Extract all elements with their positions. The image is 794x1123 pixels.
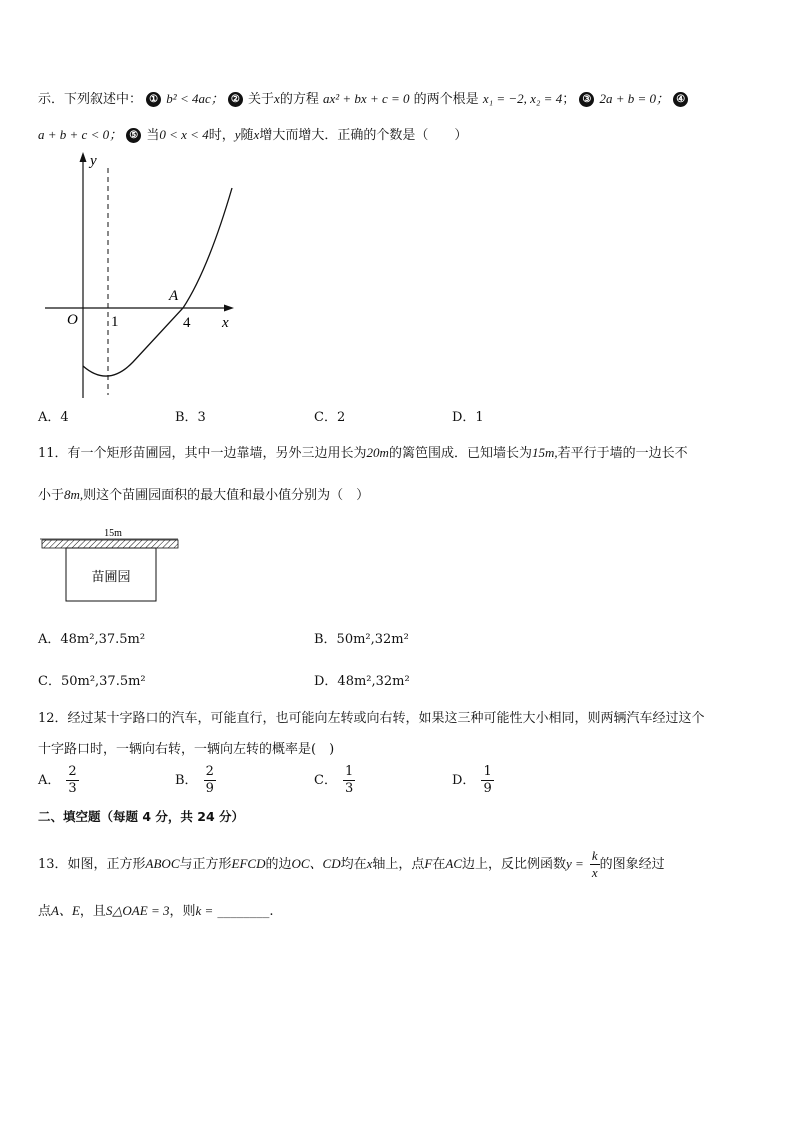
statement-1-marker: ①: [146, 92, 161, 107]
wall-length-label: 15m: [104, 528, 122, 539]
q13-line-2: [38, 900, 274, 919]
tick-label-1: 1: [111, 314, 119, 330]
statement-5-range: 0 < x < 4: [159, 127, 209, 142]
q12-option-a[interactable]: [38, 764, 79, 797]
statement-5-var-x: x: [253, 127, 260, 142]
q10-option-a[interactable]: A．4: [38, 410, 69, 425]
x-axis-label: x: [222, 315, 229, 331]
garden-figure: [38, 525, 188, 605]
q10-intro: 示．下列叙述中：: [38, 92, 143, 107]
garden-label: 苗圃园: [91, 570, 131, 585]
q13-func-y: y =: [566, 856, 584, 871]
fraction-numerator: 1: [483, 764, 492, 779]
statement-2-marker: ②: [228, 92, 243, 107]
q12-option-c-label: C．: [314, 773, 337, 788]
parabola-graph: [40, 150, 250, 405]
q13-text-a: 13．如图，正方形: [38, 857, 146, 872]
q12-option-b-fraction: [204, 764, 216, 797]
statement-5-text-a: 当: [146, 128, 160, 143]
q13-text-g: 边上，反比例函数: [462, 857, 567, 872]
q12-line-1: 12．经过某十字路口的汽车，可能直行，也可能向左转或向右转，如果这三种可能性大小相同，则两辆汽车经过这个: [38, 711, 705, 726]
q13-text-i: 点: [38, 904, 52, 919]
q10-option-c[interactable]: C．2: [314, 410, 346, 425]
q11-text-d: 小于: [38, 488, 65, 503]
point-a-label: A: [169, 288, 179, 304]
q11-option-d[interactable]: D．48m²,32m²: [314, 674, 410, 689]
q12-option-c[interactable]: [314, 764, 355, 797]
q11-line-2: [38, 484, 369, 503]
q13-k: k =: [195, 903, 214, 918]
q13-text-b: 与正方形: [179, 857, 232, 872]
q13-text-c: 的边: [265, 857, 292, 872]
statement-3-marker: ③: [579, 92, 594, 107]
y-axis-arrow-icon: [80, 152, 87, 162]
q13-text-j: ，且: [79, 904, 106, 919]
q11-option-a[interactable]: A．48m²,37.5m²: [38, 632, 146, 647]
x-axis-arrow-icon: [224, 305, 234, 312]
statement-5-var-y: y: [234, 127, 241, 142]
fraction-denominator: 9: [205, 781, 214, 796]
q11-text-b: 的篱笆围成．已知墙长为: [388, 446, 532, 461]
q11-text-e: 则这个苗圃园面积的最大值和最小值分别为（ ）: [83, 488, 370, 503]
q12-option-c-fraction: [343, 764, 355, 797]
statement-2-text-b: 的方程: [279, 92, 319, 107]
fraction-denominator: 3: [68, 781, 77, 796]
q13-text-h: 的图象经过: [599, 857, 665, 872]
statement-5-text-b: 时，: [208, 128, 235, 143]
statement-2-text-a: 关于: [248, 92, 275, 107]
statement-2-roots: x₁ = −2, x₂ = 4: [482, 91, 563, 106]
statement-4-marker: ④: [673, 92, 688, 107]
statement-5-text-c: 随: [240, 128, 254, 143]
q12-option-d-fraction: [481, 764, 493, 797]
statement-5-text-d: 增大而增大．正确的个数是（ ）: [259, 128, 468, 143]
section-heading-fill-in: 二、填空题（每题 4 分，共 24 分）: [38, 809, 245, 824]
q12-option-a-label: A．: [38, 773, 61, 788]
q12-option-d[interactable]: [452, 764, 494, 797]
q12-option-d-label: D．: [452, 773, 476, 788]
q11-option-b[interactable]: B．50m²,32m²: [314, 632, 409, 647]
q13-edges: OC、CD: [291, 856, 341, 871]
statement-4: a + b + c < 0；: [38, 127, 123, 142]
q12-option-a-fraction: [66, 764, 78, 797]
fraction-denominator: x: [591, 865, 598, 880]
q13-text-k: ，则: [169, 904, 196, 919]
q13-area: S△OAE = 3: [105, 903, 170, 918]
q11-line-1: [38, 442, 688, 461]
fraction-numerator: 2: [68, 764, 77, 779]
statement-2-var-x: x: [274, 91, 280, 106]
q13-text-e: 轴上，点: [372, 857, 425, 872]
q12-line-2: 十字路口时，一辆向右转，一辆向左转的概率是( ): [38, 742, 335, 757]
q11-text-a: 11．有一个矩形苗圃园，其中一边靠墙，另外三边用长为: [38, 446, 367, 461]
statement-2-text-c: 的两个根是: [413, 92, 479, 107]
q11-min-length: 8m,: [64, 487, 84, 502]
q13-axis: x: [366, 856, 373, 871]
y-axis-label: y: [90, 153, 97, 169]
q11-option-c[interactable]: C．50m²,37.5m²: [38, 674, 146, 689]
q11-fence-length: 20m: [366, 445, 389, 460]
q13-line-1: [38, 848, 665, 881]
q10-line-2: [38, 124, 467, 143]
q12-option-b-label: B．: [175, 773, 198, 788]
statement-2-end: ；: [562, 92, 576, 107]
fraction-denominator: 3: [344, 781, 354, 796]
tick-label-4: 4: [183, 315, 191, 331]
q13-segment: AC: [445, 856, 463, 871]
q13-text-d: 均在: [340, 857, 367, 872]
q10-line-1: [38, 88, 689, 107]
fraction-numerator: 1: [344, 764, 354, 779]
q11-text-c: 若平行于墙的一边长不: [557, 446, 688, 461]
q13-func-fraction: [590, 848, 600, 881]
q13-point-f: F: [424, 856, 433, 871]
q13-end: .: [269, 904, 274, 919]
origin-label: O: [67, 312, 78, 328]
q11-wall-length: 15m,: [531, 445, 558, 460]
fraction-numerator: k: [591, 848, 598, 863]
fraction-denominator: 9: [483, 781, 492, 796]
q13-answer-blank[interactable]: ________: [217, 904, 270, 919]
fraction-numerator: 2: [205, 764, 214, 779]
statement-1: b² < 4ac；: [166, 91, 224, 106]
q13-text-f: 在: [432, 857, 446, 872]
q13-square-1: ABOC: [145, 856, 180, 871]
q10-option-d[interactable]: D．1: [452, 410, 484, 425]
wall: [42, 540, 178, 548]
q10-option-b[interactable]: B．3: [175, 410, 206, 425]
q13-square-2: EFCD: [231, 856, 266, 871]
statement-3: 2a + b = 0；: [599, 91, 670, 106]
parabola-curve: [83, 188, 232, 376]
statement-5-marker: ⑤: [126, 128, 141, 143]
q12-option-b[interactable]: [175, 764, 216, 797]
statement-2-equation: ax² + bx + c = 0: [322, 91, 410, 106]
q13-points: A、E: [51, 903, 80, 918]
